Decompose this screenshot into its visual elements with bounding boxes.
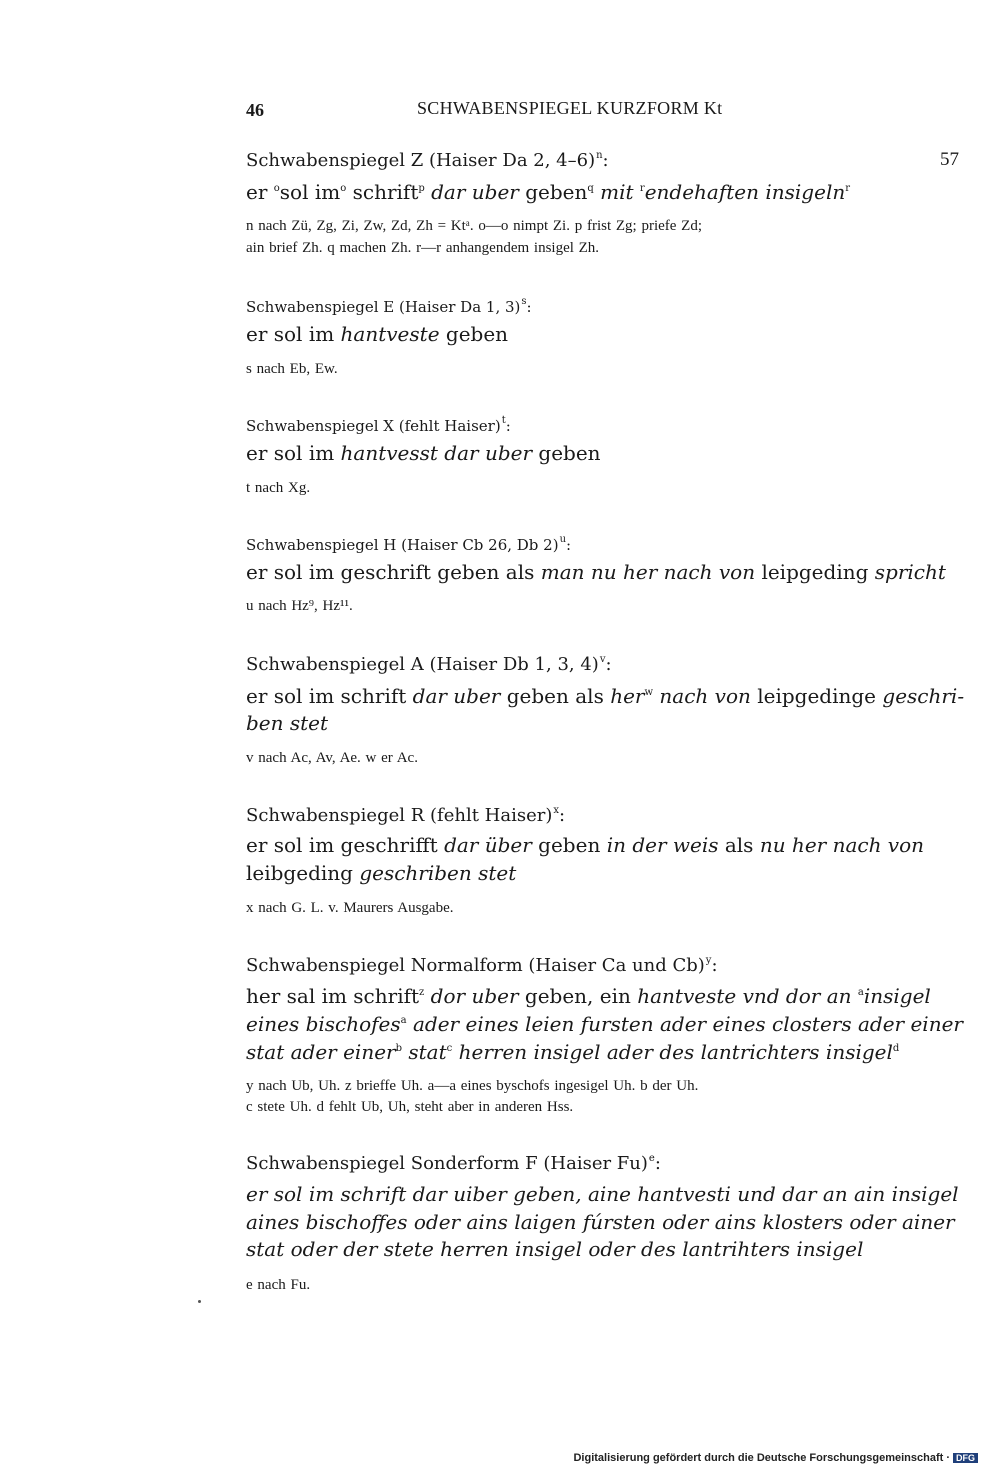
text-line-normalform-1: her sal im schrift$^z$ dor uber geben, ein hantveste vnd dor an $^a$insigel [246,984,931,1008]
text-line-r-1: er sol im geschrifft dar über geben in der weis als nu her nach von [246,833,925,857]
footnote-line: s nach Eb, Ew. [246,361,338,377]
page-number: 46 [246,100,264,120]
digitization-credit: Digitalisierung gefördert durch die Deutsche Forschungsgemeinschaft · DFG [573,1452,978,1464]
text-line-z: er $^o$sol $im^o$ schrift$^p$ dar uber geben$^q$ mit $^r$endehaften insigeln$^r$ [246,180,850,204]
section-heading-r: Schwabenspiegel R (fehlt Haiser)$^x$: [246,805,566,826]
dfg-logo: DFG [953,1453,978,1463]
text-line-sonderform-2: aines bischoffes oder ains laigen fúrsten oder ains klosters oder ainer [246,1210,955,1234]
text-line-a-2: ben stet [246,711,329,735]
section-heading-sonderform: Schwabenspiegel Sonderform F (Haiser Fu)$^e$: [246,1153,661,1174]
text-line-sonderform-3: stat oder der stete herren insigel oder des lantrihters insigel [246,1237,864,1261]
stray-mark [198,1300,201,1303]
footnote-line: n nach Zü, Zg, Zi, Zw, Zd, Zh = Ktᵃ. o—o nimpt Zi. p frist Zg; priefe Zd; [246,218,703,234]
footnote-line: t nach Xg. [246,480,311,496]
section-heading-x: Schwabenspiegel X (fehlt Haiser)$^t$: [246,415,511,435]
text-line-r-2: leibgeding geschriben stet [246,861,517,885]
text-line-sonderform-1: er sol im schrift dar uiber geben, aine hantvesti und dar an ain insigel [246,1182,959,1206]
text-line-x: er sol im hantvesst dar uber geben [246,441,601,465]
text-line-normalform-3: stat ader einer$^b$ stat$^c$ herren insigel ader des lantrichters insigel$^d$ [246,1040,900,1064]
footnote-line: y nach Ub, Uh. z brieffe Uh. a—a eines byschofs ingesigel Uh. b der Uh. [246,1078,699,1094]
footnote-line: ain brief Zh. q machen Zh. r—r anhangendem insigel Zh. [246,240,600,256]
text-line-normalform-2: eines bischofes$^a$ ader eines leien fursten ader eines closters ader einer [246,1012,963,1036]
section-heading-a: Schwabenspiegel A (Haiser Db 1, 3, 4)$^v$: [246,654,612,675]
text-line-e: er sol im hantveste geben [246,322,509,346]
margin-number: 57 [940,149,959,170]
text-line-a-1: er sol im schrift dar uber geben als her$^w$ nach von leipgedinge geschri- [246,684,965,708]
section-heading-e: Schwabenspiegel E (Haiser Da 1, 3)$^s$: [246,296,532,316]
section-heading-h: Schwabenspiegel H (Haiser Cb 26, Db 2)$^u$: [246,534,572,554]
footnote-line: u nach Hz⁹, Hz¹¹. [246,598,353,614]
footnote-line: x nach G. L. v. Maurers Ausgabe. [246,900,454,916]
running-title: SCHWABENSPIEGEL KURZFORM Kt [417,98,723,118]
footnote-line: c stete Uh. d fehlt Ub, Uh, steht aber in anderen Hss. [246,1099,574,1115]
footnote-line: e nach Fu. [246,1277,311,1293]
section-heading-z: Schwabenspiegel Z (Haiser Da 2, 4–6)$^n$: [246,150,609,171]
text-line-h: er sol im geschrift geben als man nu her nach von leipgeding spricht [246,560,946,584]
footnote-line: v nach Ac, Av, Ae. w er Ac. [246,750,418,766]
section-heading-normalform: Schwabenspiegel Normalform (Haiser Ca und Cb)$^y$: [246,955,718,976]
